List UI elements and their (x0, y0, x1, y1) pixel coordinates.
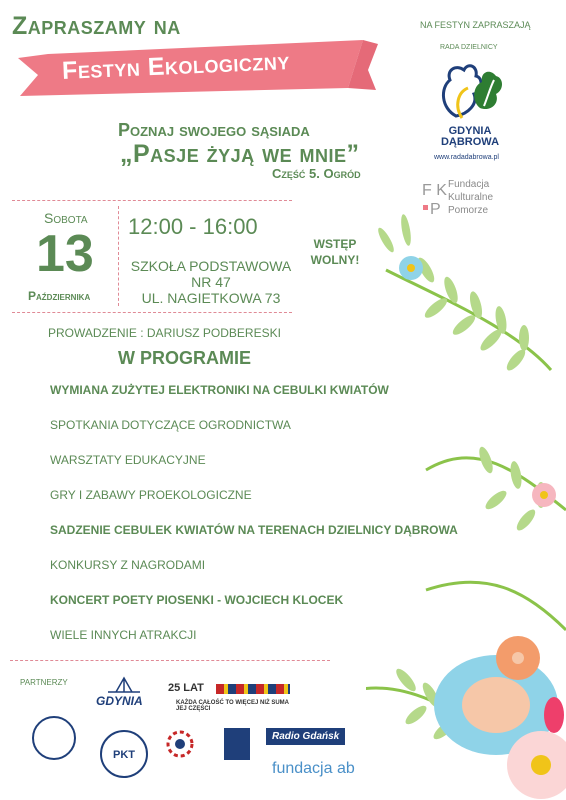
city-crests (216, 684, 290, 694)
event-day: Sobota (44, 210, 88, 226)
tourism-logo-icon (32, 716, 76, 760)
gd-line: GDYNIA (448, 125, 492, 137)
radio-gdansk-logo: Radio Gdańsk (266, 728, 345, 745)
gd-line: DĄBROWA (440, 136, 500, 148)
rada-label: RADA DZIELNICY (440, 44, 498, 51)
entry-line: WSTĘP (313, 237, 357, 251)
rada-url: www.radadabrowa.pl (434, 154, 499, 161)
pomorskie-logo-icon (162, 728, 198, 768)
pkt-logo (100, 730, 148, 778)
entry-info (300, 236, 370, 268)
gdynia-partner-logo (96, 676, 152, 710)
festival-title: Festyn Ekologiczny (61, 47, 291, 85)
fkp-letters: F K (422, 182, 447, 199)
subtitle-neighbor: Poznaj swojego sąsiada (118, 120, 310, 140)
divider (12, 312, 292, 313)
event-month: Października (28, 289, 91, 303)
organizers-heading: NA FESTYN ZAPRASZAJĄ (420, 20, 531, 30)
partners-label: PARTNERZY (20, 678, 68, 687)
svg-text:P: P (430, 201, 441, 218)
oak-leaves-logo-icon (436, 58, 506, 124)
program-item: WIELE INNYCH ATRAKCJI (50, 628, 197, 642)
program-title: W PROGRAMIE (118, 348, 251, 368)
fundacja-ab-logo: fundacja ab (272, 760, 355, 777)
event-venue (126, 258, 296, 306)
subtitle-motto: „Pasje żyją we mnie” (120, 140, 360, 168)
venue-line: SZKOŁA PODSTAWOWA (130, 258, 292, 274)
landscape-park-logo-icon (224, 728, 250, 760)
entry-line: WOLNY! (310, 253, 360, 267)
invite-heading: Zapraszamy na (12, 12, 181, 40)
partner-motto: KAŻDA CAŁOŚĆ TO WIĘCEJ NIŻ SUMA JEJ CZĘŚCI (176, 700, 289, 712)
program-item: KONKURSY Z NAGRODAMI (50, 558, 206, 572)
program-item: SPOTKANIA DOTYCZĄCE OGRODNICTWA (50, 418, 291, 432)
divider (118, 206, 119, 306)
venue-line: NR 47 (191, 274, 231, 290)
program-item: SADZENIE CEBULEK KWIATÓW NA TERENACH DZIELNICY DĄBROWA (50, 523, 458, 537)
fkp-line: Kulturalne (448, 192, 494, 203)
divider (12, 200, 292, 201)
host-line: PROWADZENIE : DARIUSZ PODBERESKI (48, 326, 281, 340)
program-item: WARSZTATY EDUKACYJNE (50, 453, 206, 467)
subtitle-part: Część 5. Ogród (272, 166, 361, 181)
pkt-text: PKT (113, 749, 135, 761)
venue-line: UL. NAGIETKOWA 73 (141, 290, 281, 306)
program-item: GRY I ZABAWY PROEKOLOGICZNE (50, 488, 252, 502)
fkp-line: Pomorze (448, 205, 489, 216)
divider (10, 660, 330, 661)
program-item: KONCERT POETY PIOSENKI - WOJCIECH KLOCEK (50, 593, 344, 607)
program-item: WYMIANA ZUŻYTEJ ELEKTRONIKI NA CEBULKI KWIATÓW (50, 383, 389, 397)
event-date: 13 (36, 225, 94, 283)
gdynia-dabrowa-name (440, 126, 500, 148)
gdynia-text: GDYNIA (96, 694, 143, 708)
event-time: 12:00 - 16:00 (128, 214, 258, 239)
floral-decoration (366, 210, 566, 800)
25-lat-logo: 25 LAT (168, 682, 204, 694)
fkp-line: Fundacja (448, 179, 490, 190)
ship-icon (104, 676, 144, 694)
